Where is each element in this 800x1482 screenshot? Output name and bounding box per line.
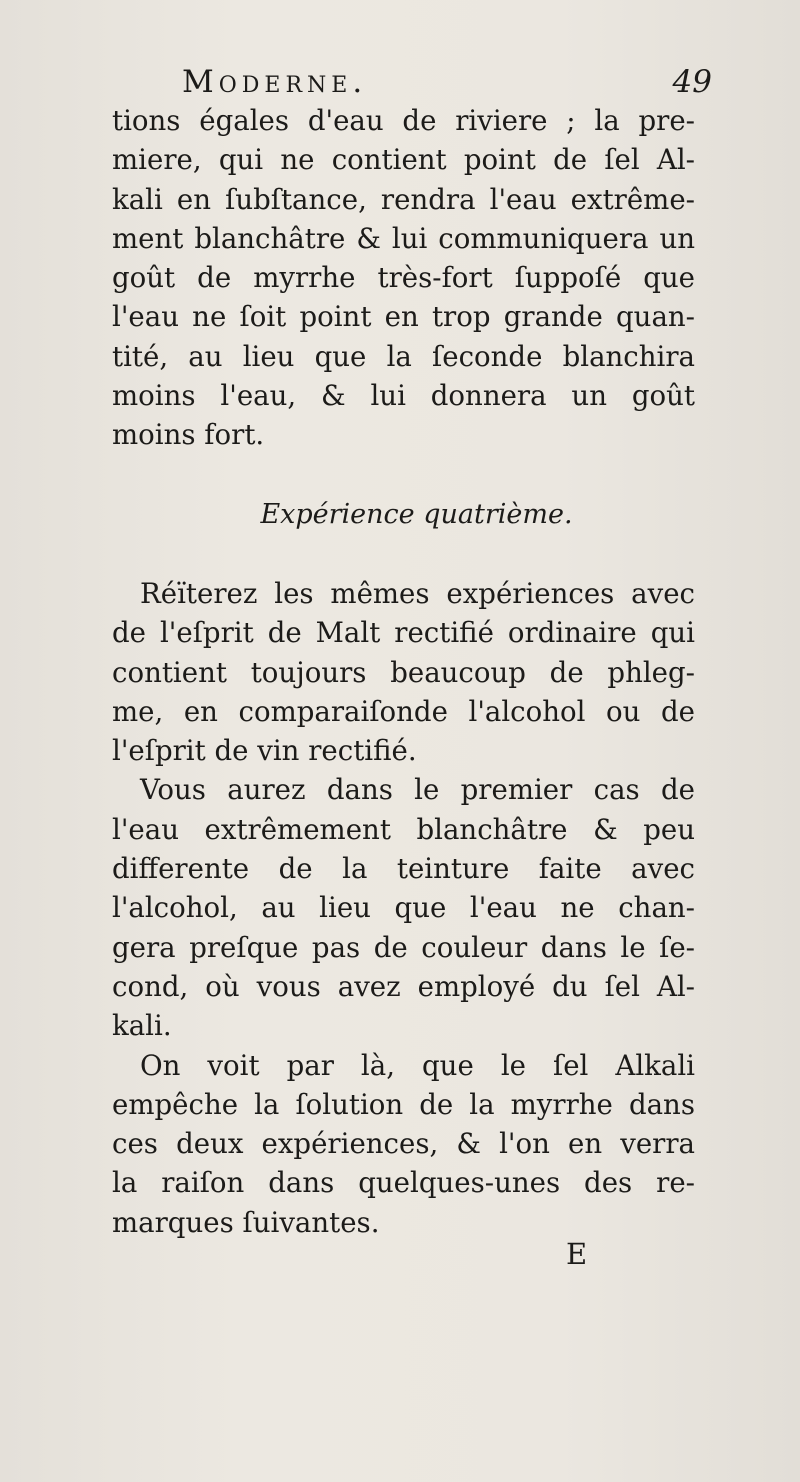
text-line: moins l'eau, & lui donnera un goût: [112, 379, 695, 413]
text-line: tions égales d'eau de riviere ; la pre-: [112, 104, 695, 137]
text-line: ces deux expériences, & l'on en verra: [112, 1127, 695, 1161]
text-line: On voit par là, que le ſel Alkali: [140, 1048, 695, 1082]
text-line: goût de myrrhe très-fort ſuppoſé que: [112, 261, 695, 295]
page-header: [150, 64, 712, 104]
text-line: me, en comparaiſonde l'alcohol ou de: [112, 694, 695, 728]
text-line: ment blanchâtre & lui communiquera un: [112, 221, 695, 255]
text-line: tité, au lieu que la ſeconde blanchira: [112, 339, 695, 373]
section-title: Expérience quatrième.: [260, 498, 573, 530]
text-line: moins fort.: [112, 418, 265, 452]
text-line: miere, qui ne contient point de ſel Al-: [112, 143, 695, 177]
text-line: Réïterez les mêmes expériences avec: [140, 576, 695, 610]
text-line: l'eau ne ſoit point en trop grande quan-: [112, 300, 695, 334]
text-line: de l'eſprit de Malt rectifié ordinaire qui: [112, 616, 695, 650]
text-line: contient toujours beaucoup de phleg-: [112, 655, 695, 689]
text-line: Vous aurez dans le premier cas de: [140, 773, 695, 807]
body-text: [112, 101, 695, 1242]
text-line: kali en ſubſtance, rendra l'eau extrême-: [112, 182, 695, 216]
text-line: empêche la ſolution de la myrrhe dans: [112, 1087, 695, 1121]
text-line: marques ſuivantes.: [112, 1205, 380, 1239]
text-line: la raiſon dans quelques-unes des re-: [112, 1166, 695, 1200]
running-head: Moderne.: [182, 64, 368, 100]
text-line: cond, où vous avez employé du ſel Al-: [112, 969, 695, 1003]
page-number: 49: [672, 64, 712, 100]
text-line: gera preſque pas de couleur dans le ſe-: [112, 930, 695, 964]
text-line: l'eau extrêmement blanchâtre & peu: [112, 812, 695, 846]
text-line: l'alcohol, au lieu que l'eau ne chan-: [112, 891, 695, 925]
section-gap: [112, 534, 695, 574]
section-gap: [112, 455, 695, 495]
text-line: l'eſprit de vin rectifié.: [112, 734, 417, 768]
signature-mark: E: [566, 1237, 588, 1271]
text-line: differente de la teinture faite avec: [112, 852, 695, 886]
text-line: kali.: [112, 1009, 172, 1043]
